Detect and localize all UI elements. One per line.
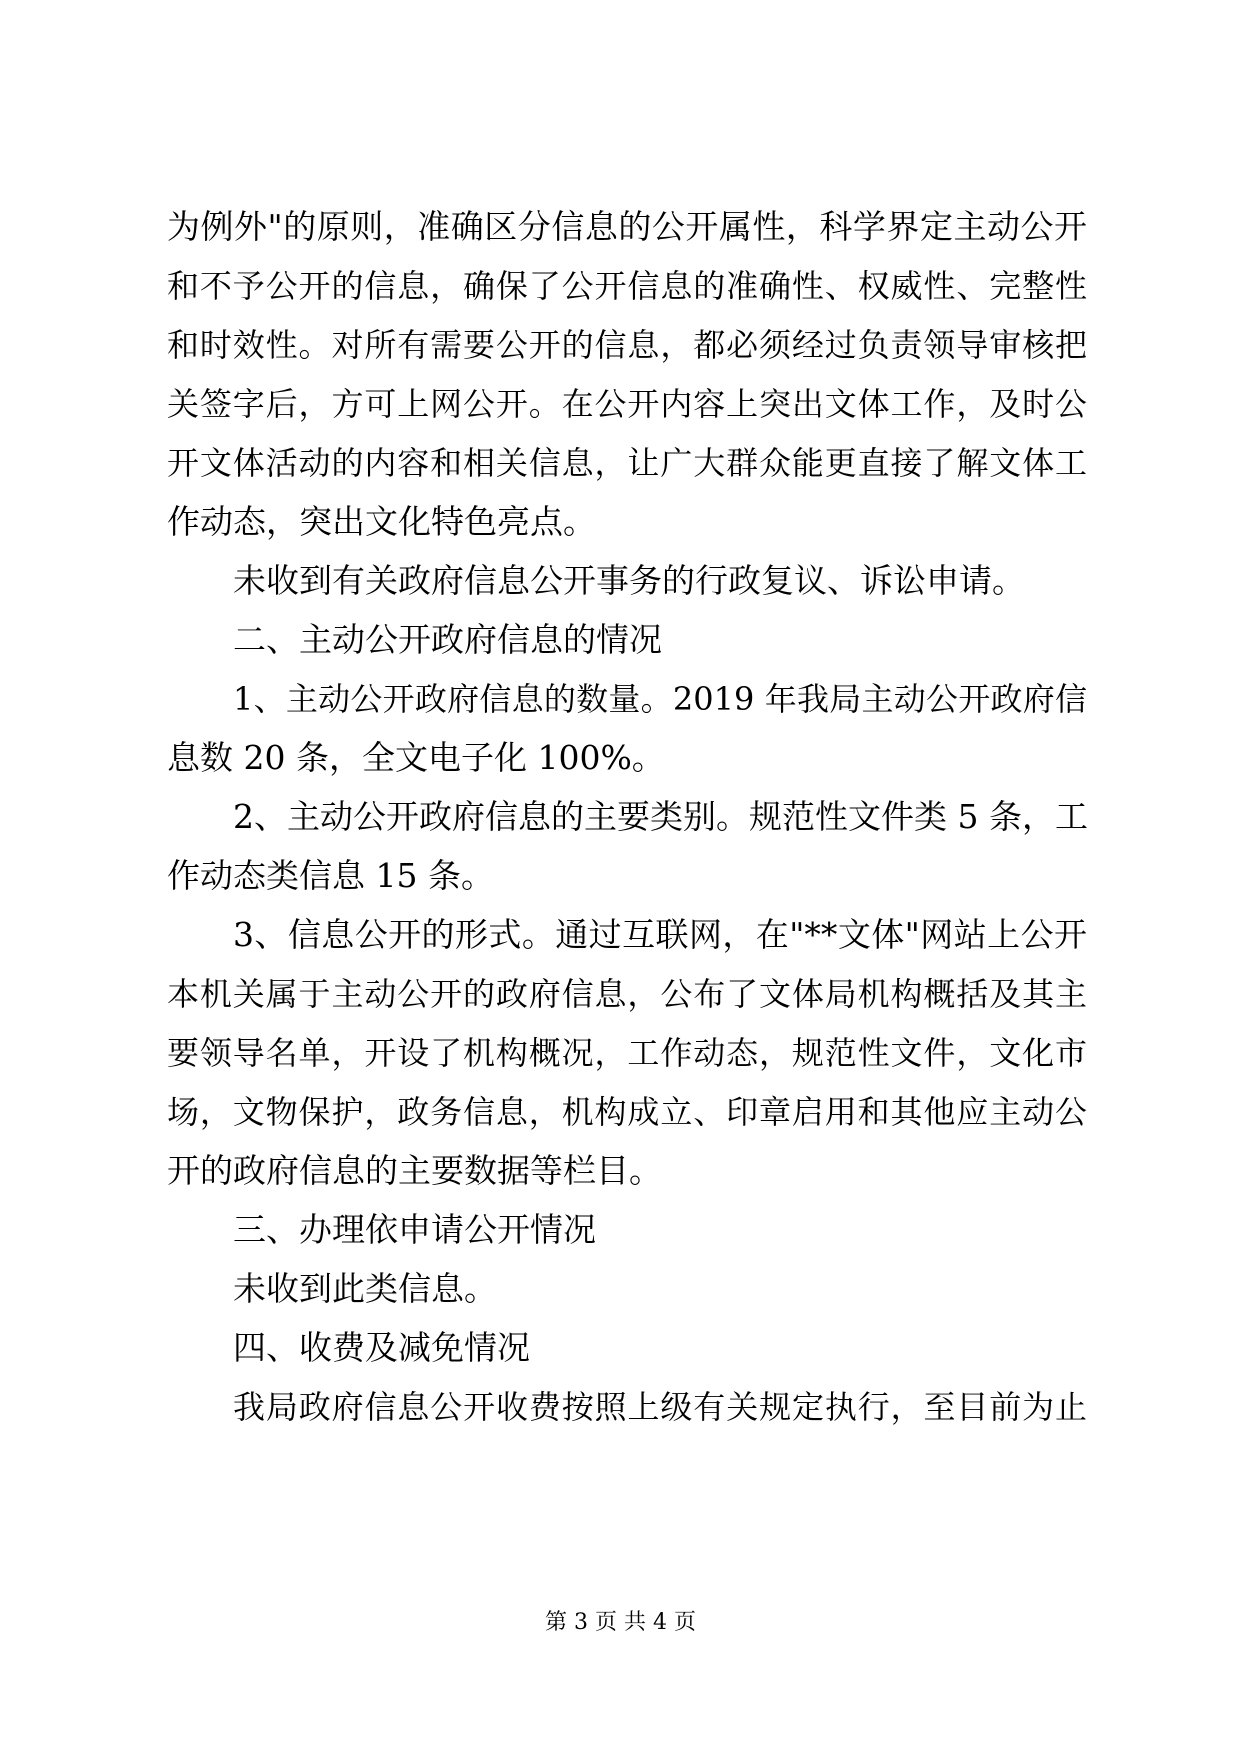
paragraph-line: 要领导名单，开设了机构概况，工作动态，规范性文件，文化市 xyxy=(167,1034,1087,1072)
paragraph-line: 息数 20 条，全文电子化 100%。 xyxy=(167,738,665,777)
paragraph-line: 作动态类信息 15 条。 xyxy=(167,856,494,895)
paragraph-line: 本机关属于主动公开的政府信息，公布了文体局机构概括及其主 xyxy=(167,975,1087,1013)
section-heading: 四、收费及减免情况 xyxy=(233,1328,530,1367)
section-heading: 三、办理依申请公开情况 xyxy=(233,1210,596,1249)
paragraph-line: 作动态，突出文化特色亮点。 xyxy=(167,502,596,541)
paragraph-line: 开的政府信息的主要数据等栏目。 xyxy=(167,1151,662,1190)
paragraph-line: 1、主动公开政府信息的数量。2019 年我局主动公开政府信 xyxy=(233,680,1087,718)
page-footer: 第 3 页 共 4 页 xyxy=(545,1610,696,1635)
paragraph-line: 3、信息公开的形式。通过互联网，在"**文体"网站上公开 xyxy=(233,915,1087,954)
paragraph-line: 关签字后，方可上网公开。在公开内容上突出文体工作，及时公 xyxy=(167,385,1087,423)
paragraph-line: 未收到此类信息。 xyxy=(233,1269,497,1308)
paragraph-line: 我局政府信息公开收费按照上级有关规定执行，至目前为止 xyxy=(233,1388,1087,1426)
paragraph-line: 未收到有关政府信息公开事务的行政复议、诉讼申请。 xyxy=(233,561,1025,600)
paragraph-line: 为例外"的原则，准确区分信息的公开属性，科学界定主动公开 xyxy=(167,207,1087,246)
paragraph-line: 开文体活动的内容和相关信息，让广大群众能更直接了解文体工 xyxy=(167,444,1087,482)
paragraph-line: 和不予公开的信息，确保了公开信息的准确性、权威性、完整性 xyxy=(167,267,1087,305)
paragraph-line: 2、主动公开政府信息的主要类别。规范性文件类 5 条，工 xyxy=(233,797,1088,836)
paragraph-line: 场，文物保护，政务信息，机构成立、印章启用和其他应主动公 xyxy=(167,1093,1087,1131)
section-heading: 二、主动公开政府信息的情况 xyxy=(233,620,662,659)
paragraph-line: 和时效性。对所有需要公开的信息，都必须经过负责领导审核把 xyxy=(167,326,1087,364)
